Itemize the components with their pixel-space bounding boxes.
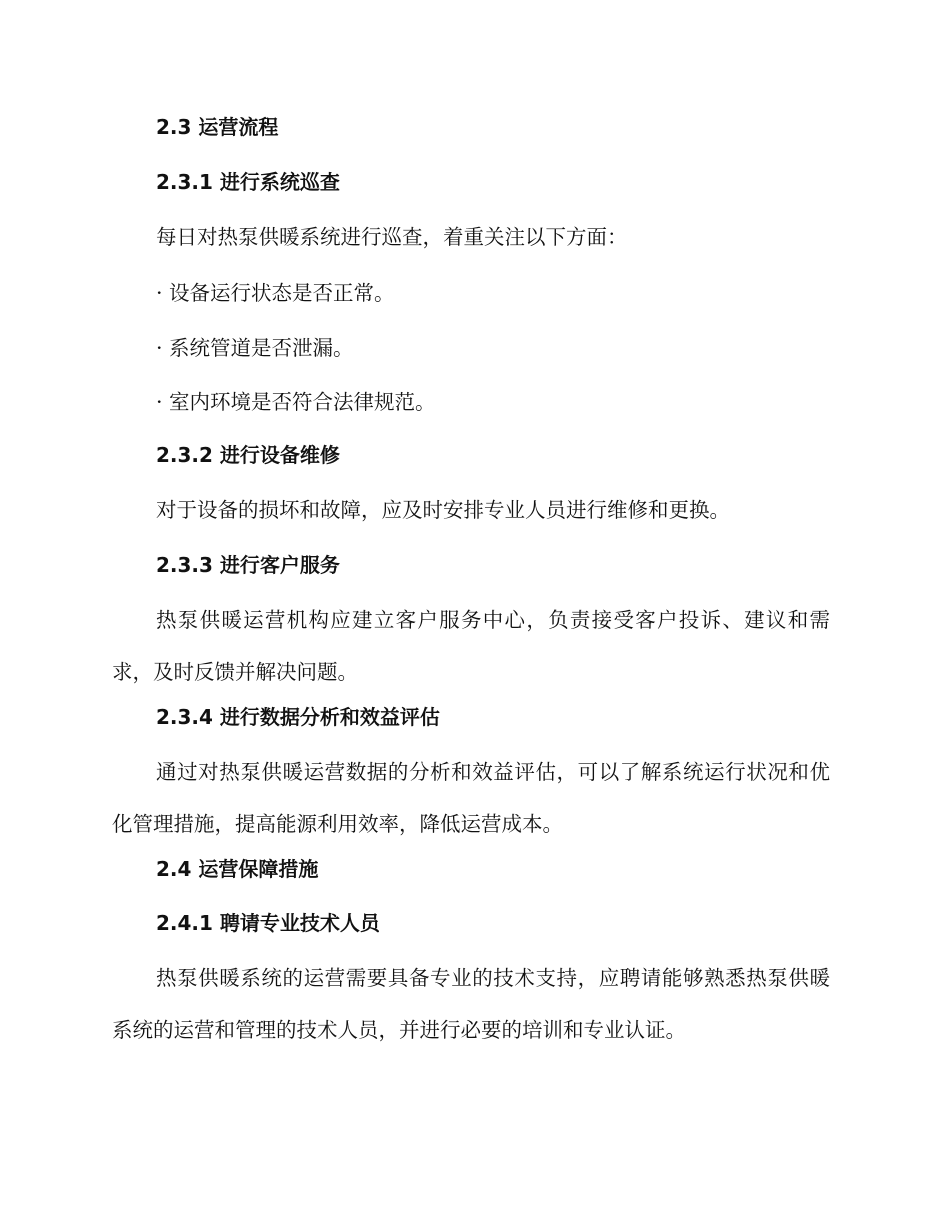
section-heading-2-3: 2.3 运营流程 <box>156 115 279 139</box>
paragraph-2-4-1: 热泵供暖系统的运营需要具备专业的技术支持，应聘请能够熟悉热泵供暖系统的运营和管理的技术人员，并进行必要的培训和专业认证。 <box>112 966 830 1042</box>
section-heading-2-3-4: 2.3.4 进行数据分析和效益评估 <box>156 705 440 729</box>
section-heading-2-3-2: 2.3.2 进行设备维修 <box>156 443 340 467</box>
section-heading-2-3-3: 2.3.3 进行客户服务 <box>156 553 340 577</box>
bullet-item: · 系统管道是否泄漏。 <box>156 336 354 360</box>
bullet-item: · 设备运行状态是否正常。 <box>156 281 395 305</box>
section-heading-2-4: 2.4 运营保障措施 <box>156 857 319 881</box>
section-heading-2-3-1: 2.3.1 进行系统巡查 <box>156 170 340 194</box>
section-heading-2-4-1: 2.4.1 聘请专业技术人员 <box>156 911 380 935</box>
paragraph-2-3-4: 通过对热泵供暖运营数据的分析和效益评估，可以了解系统运行状况和优化管理措施，提高能源利用效率，降低运营成本。 <box>112 760 830 836</box>
paragraph-2-3-1: 每日对热泵供暖系统进行巡查，着重关注以下方面： <box>156 225 628 249</box>
paragraph-2-3-2: 对于设备的损坏和故障，应及时安排专业人员进行维修和更换。 <box>156 498 730 522</box>
bullet-item: · 室内环境是否符合法律规范。 <box>156 390 436 414</box>
paragraph-2-3-3: 热泵供暖运营机构应建立客户服务中心，负责接受客户投诉、建议和需求，及时反馈并解决问题。 <box>112 608 830 684</box>
